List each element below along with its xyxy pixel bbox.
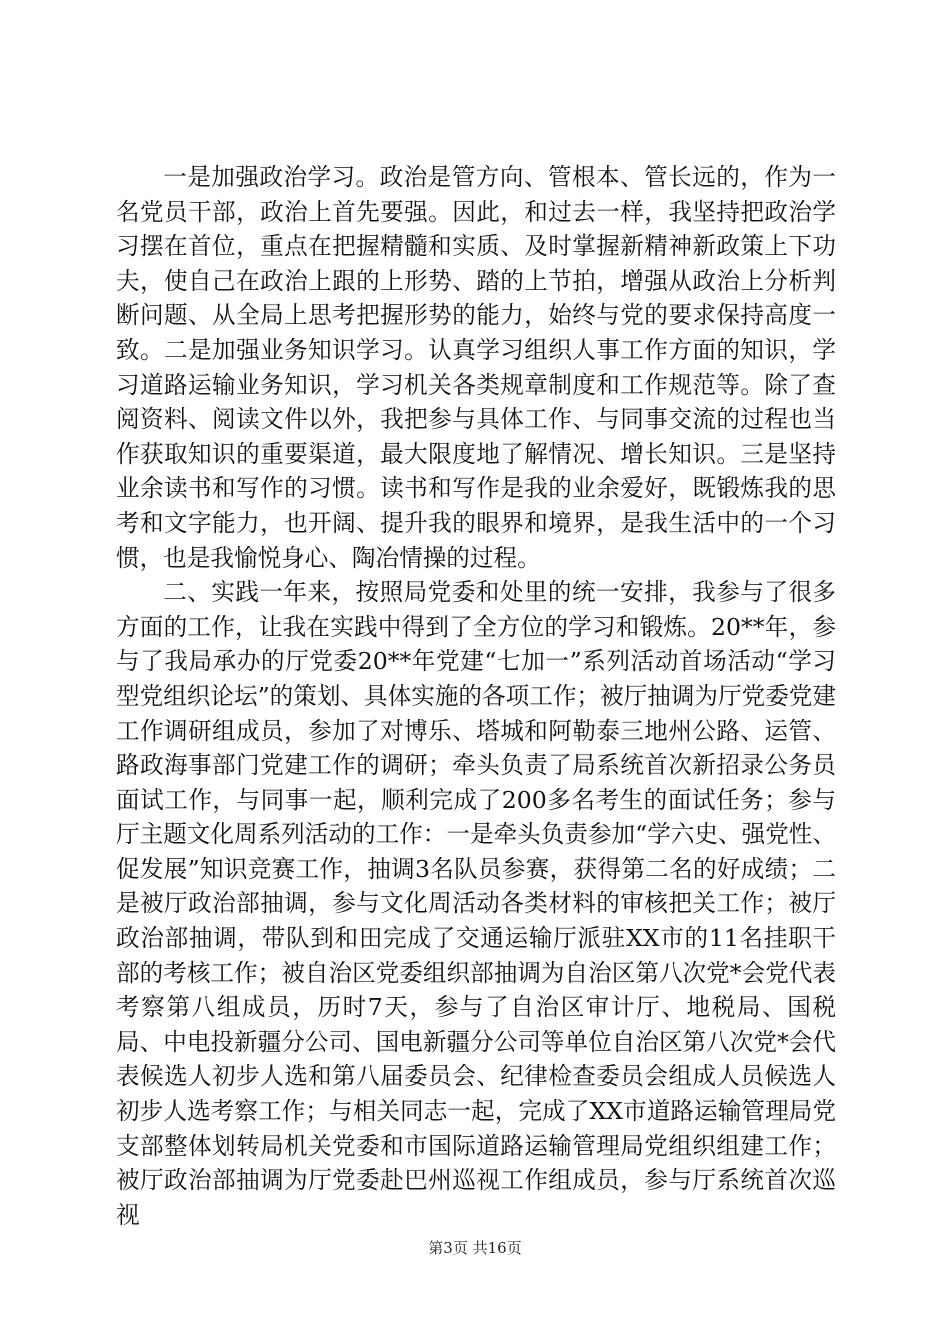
page-number-footer: 第3页 共16页 bbox=[428, 1239, 522, 1257]
document-body bbox=[116, 160, 836, 1232]
paragraph-practice: 二、实践一年来，按照局党委和处里的统一安排，我参与了很多方面的工作，让我在实践中得到了全方位的学习和锻炼。20**年，参与了我局承办的厅党委20**年党建“七加一”系列活动首场活动“学习型党组织论坛”的策划、具体实施的各项工作；被厅抽调为厅党委党建工作调研组成员，参加了对博乐、塔城和阿勒泰三地州公路、运管、路政海事部门党建工作的调研；牵头负责了局系统首次新招录公务员面试工作，与同事一起，顺利完成了200多名考生的面试任务；参与厅主题文化周系列活动的工作：一是牵头负责参加“学六史、强党性、促发展”知识竞赛工作，抽调3名队员参赛，获得第二名的好成绩；二是被厅政治部抽调，参与文化周活动各类材料的审核把关工作；被厅政治部抽调，带队到和田完成了交通运输厅派驻XX市的11名挂职干部的考核工作；被自治区党委组织部抽调为自治区第八次党*会党代表考察第八组成员，历时7天，参与了自治区审计厅、地税局、国税局、中电投新疆分公司、国电新疆分公司等单位自治区第八次党*会代表候选人初步人选和第八届委员会、纪律检查委员会组成人员候选人初步人选考察工作；与相关同志一起，完成了XX市道路运输管理局党支部整体划转局机关党委和市国际道路运输管理局党组织组建工作；被厅政治部抽调为厅党委赴巴州巡视工作组成员，参与厅系统首次巡视 bbox=[116, 578, 836, 1229]
paragraph-political-study: 一是加强政治学习。政治是管方向、管根本、管长远的，作为一名党员干部，政治上首先要强。因此，和过去一样，我坚持把政治学习摆在首位，重点在把握精髓和实质、及时掌握新精神新政策上下功夫，使自己在政治上跟的上形势、踏的上节拍，增强从政治上分析判断问题、从全局上思考把握形势的能力，始终与党的要求保持高度一致。二是加强业务知识学习。认真学习组织人事工作方面的知识，学习道路运输业务知识，学习机关各类规章制度和工作规范等。除了查阅资料、阅读文件以外，我把参与具体工作、与同事交流的过程也当作获取知识的重要渠道，最大限度地了解情况、增长知识。三是坚持业余读书和写作的习惯。读书和写作是我的业余爱好，既锻炼我的思考和文字能力，也开阔、提升我的眼界和境界，是我生活中的一个习惯，也是我愉悦身心、陶冶情操的过程。 bbox=[116, 163, 836, 572]
